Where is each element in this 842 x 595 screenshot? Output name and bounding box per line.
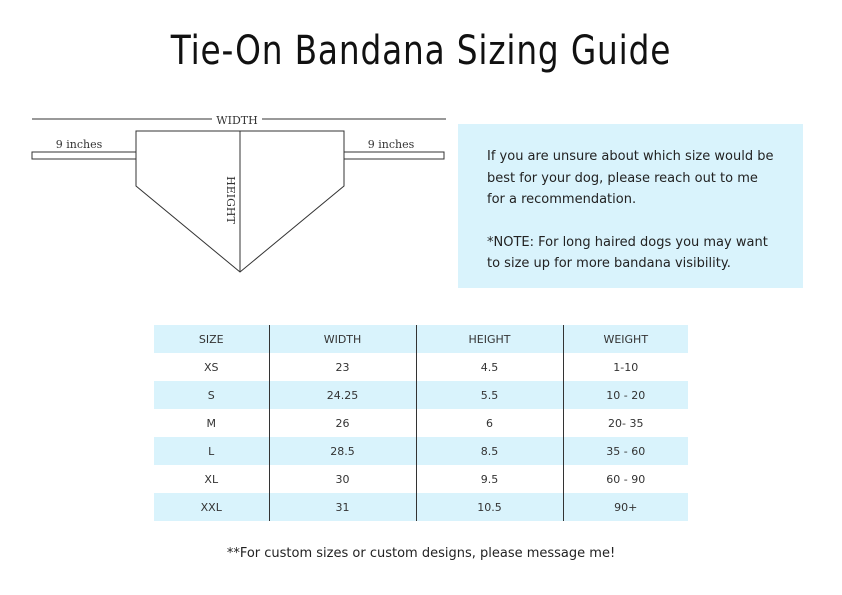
cell-height: 6 [416,409,563,437]
cell-weight: 60 - 90 [563,465,688,493]
cell-weight: 10 - 20 [563,381,688,409]
table-row [154,381,688,409]
header-width: WIDTH [269,325,416,353]
cell-size: XL [204,472,219,486]
table-row [154,465,688,493]
cell-height: 8.5 [416,437,563,465]
header-weight: WEIGHT [563,325,688,353]
cell-width: 31 [269,493,416,521]
cell-width: 23 [269,353,416,381]
cell-height: 9.5 [416,465,563,493]
note-paragraph-1: If you are unsure about which size would be best for your dog, please reach out to me for a recommendation. [487,149,774,207]
cell-weight: 35 - 60 [563,437,688,465]
cell-width: 30 [269,465,416,493]
width-label: WIDTH [216,114,258,127]
bandana-diagram [0,100,460,280]
left-tie [32,152,136,159]
header-size: SIZE [198,332,224,346]
cell-height: 4.5 [416,353,563,381]
note-box [458,124,803,288]
cell-size: XS [203,360,219,374]
cell-weight: 20- 35 [563,409,688,437]
right-tie-label: 9 inches [367,138,415,151]
cell-width: 26 [269,409,416,437]
table-row [154,409,688,437]
size-table [154,325,688,521]
note-paragraph-2: *NOTE: For long haired dogs you may want to size up for more bandana visibility. [487,234,768,271]
table-row [154,353,688,381]
cell-size: L [208,444,215,458]
cell-width: 24.25 [269,381,416,409]
page-title: Tie-On Bandana Sizing Guide [170,28,672,74]
cell-height: 10.5 [416,493,563,521]
cell-size: M [206,416,216,430]
left-tie-label: 9 inches [55,138,103,151]
table-row [154,437,688,465]
header-height: HEIGHT [416,325,563,353]
cell-height: 5.5 [416,381,563,409]
cell-weight: 90+ [563,493,688,521]
cell-size: XXL [200,500,222,514]
table-header-row [154,325,688,353]
footer-note: **For custom sizes or custom designs, please message me! [226,546,616,561]
table-row [154,493,688,521]
cell-width: 28.5 [269,437,416,465]
height-label: HEIGHT [224,176,237,224]
cell-size: S [207,388,215,402]
right-tie [344,152,444,159]
cell-weight: 1-10 [563,353,688,381]
